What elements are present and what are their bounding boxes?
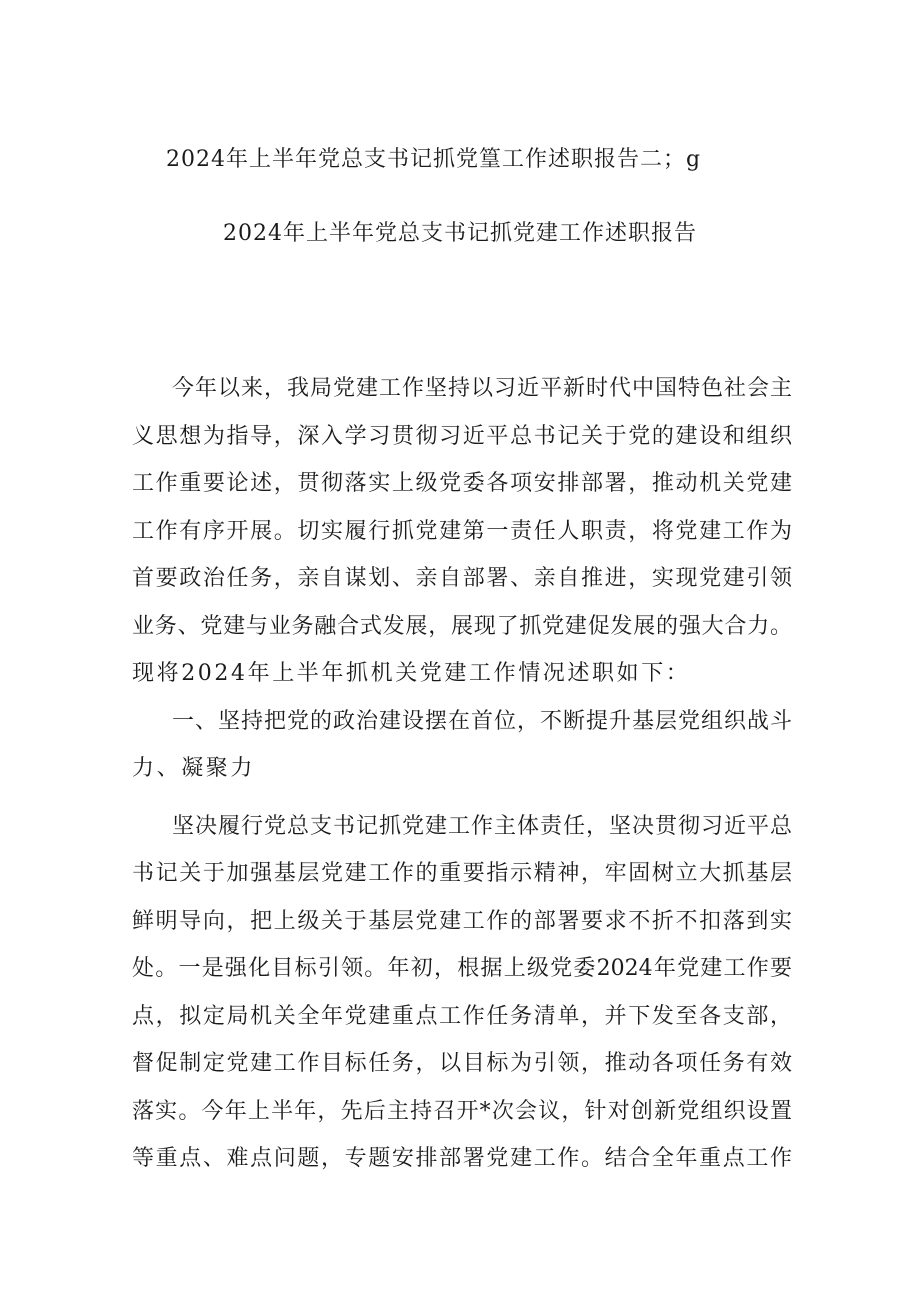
text-line: 现将2024年上半年抓机关党建工作情况述职如下：: [132, 661, 691, 686]
text-line: 工作重要论述，贯彻落实上级党委各项安排部署，推动机关党建: [132, 471, 792, 496]
text-line: 落实。今年上半年，先后主持召开*次会议，针对创新党组织设置: [132, 1098, 792, 1124]
document-title-main: 2024年上半年党总支书记抓党篁工作述职报告二；g: [166, 147, 702, 172]
text-line: 鲜明导向，把上级关于基层党建工作的部署要求不折不扣落到实: [132, 908, 792, 934]
text-line: 处。一是强化目标引领。年初，根据上级党委2024年党建工作要: [132, 956, 792, 981]
heading-line: 力、凝聚力: [132, 756, 256, 781]
paragraph-intro: [132, 369, 792, 702]
document-title-sub: 2024年上半年党总支书记抓党建工作述职报告: [223, 221, 697, 246]
text-line: 工作有序开展。切实履行抓党建第一责任人职责，将党建工作为: [132, 518, 792, 544]
text-line: 书记关于加强基层党建工作的重要指示精神，牢固树立大抓基层: [132, 861, 792, 886]
text-line: 义思想为指导，深入学习贯彻习近平总书记关于党的建设和组织: [132, 423, 792, 449]
text-line: 首要政治任务，亲自谋划、亲自部署、亲自推进，实现党建引领: [132, 566, 792, 591]
paragraph-section-1: [132, 807, 792, 1187]
text-line: 督促制定党建工作目标任务，以目标为引领，推动各项任务有效: [132, 1051, 792, 1076]
document-body: [132, 369, 792, 1187]
text-line: 点，拟定局机关全年党建重点工作任务清单，并下发至各支部，: [132, 1003, 792, 1029]
text-line: 坚决履行党总支书记抓党建工作主体责任，坚决贯彻习近平总: [172, 813, 792, 839]
section-heading-1: [132, 702, 792, 797]
text-line: 等重点、难点问题，专题安排部署党建工作。结合全年重点工作: [132, 1146, 792, 1171]
text-line: 业务、党建与业务融合式发展，展现了抓党建促发展的强大合力。: [132, 613, 792, 639]
text-line: 今年以来，我局党建工作坚持以习近平新时代中国特色社会主: [172, 376, 792, 401]
heading-line: 一、坚持把党的政治建设摆在首位，不断提升基层党组织战斗: [172, 708, 792, 734]
